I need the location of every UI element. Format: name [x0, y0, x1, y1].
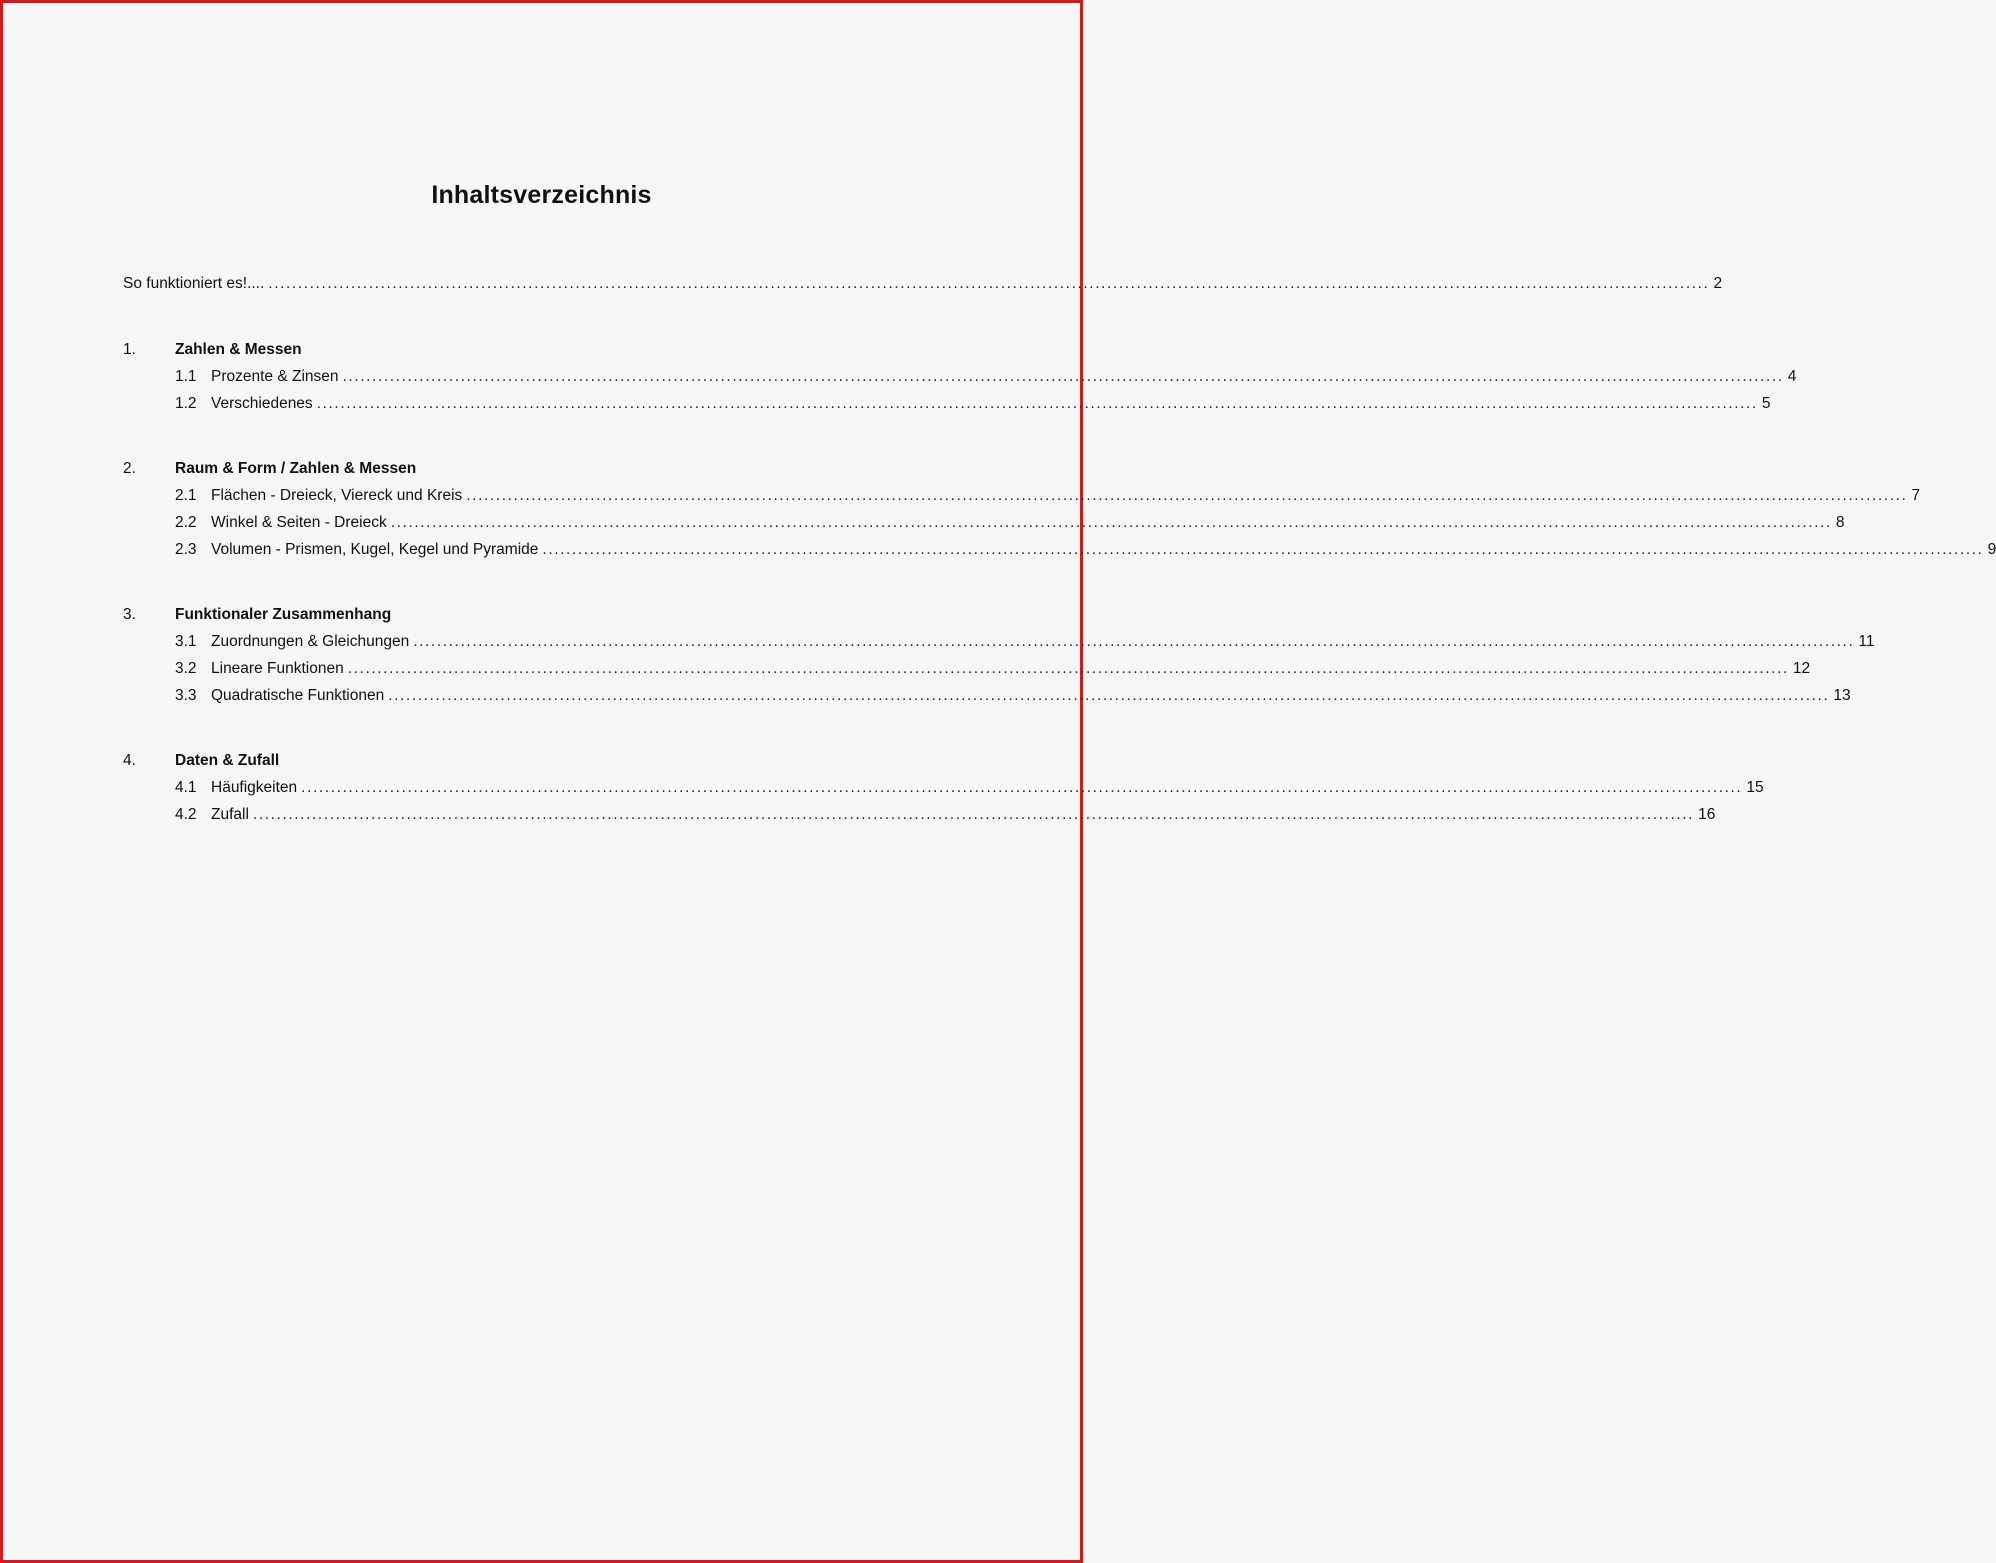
toc-leader-dots: .................................................................................................................................................................................................................................................... — [268, 275, 1710, 292]
toc-entry-page: 15 — [1746, 779, 1764, 796]
toc-entry-page: 11 — [1858, 633, 1875, 650]
toc-entry-label: Zuordnungen & Gleichungen — [211, 633, 410, 650]
toc-leader-dots: .................................................................................................................................................................................................................................................... — [390, 514, 1832, 531]
toc-leader-dots: .................................................................................................................................................................................................................................................... — [388, 687, 1830, 704]
toc-entry-page: 12 — [1792, 660, 1811, 677]
toc-entry-4-1[interactable] — [175, 778, 1764, 798]
toc-entry-label: Winkel & Seiten - Dreieck — [211, 514, 387, 531]
toc-entry-1-2[interactable] — [175, 394, 1771, 414]
toc-entry-2-1[interactable] — [175, 486, 1921, 506]
toc-entry-number: 4.2 — [175, 806, 197, 823]
toc-entry-label: Prozente & Zinsen — [211, 368, 339, 385]
toc-entry-label: Flächen - Dreieck, Viereck und Kreis — [211, 487, 463, 504]
toc-entry-number: 1.1 — [175, 368, 197, 385]
toc-entry-label: Verschiedenes — [211, 395, 313, 412]
section-title: Daten & Zufall — [175, 752, 280, 769]
toc-entry-page: 7 — [1911, 487, 1921, 504]
toc-entry-number: 2.1 — [175, 487, 197, 504]
toc-entry-page: 13 — [1833, 687, 1851, 704]
toc-entry-1-1[interactable] — [175, 367, 1797, 387]
page-title: Inhaltsverzeichnis — [431, 181, 652, 209]
toc-entry-intro[interactable] — [123, 274, 1723, 294]
toc-entry-number: 3.3 — [175, 687, 197, 704]
toc-leader-dots: .................................................................................................................................................................................................................................................... — [316, 395, 1758, 412]
toc-leader-dots: .................................................................................................................................................................................................................................................... — [542, 541, 1984, 558]
toc-entry-2-3[interactable] — [175, 540, 1996, 560]
section-title: Zahlen & Messen — [175, 341, 302, 358]
toc-entry-page: 9 — [1987, 541, 1996, 558]
toc-entry-number: 3.2 — [175, 660, 197, 677]
toc-leader-dots: .................................................................................................................................................................................................................................................... — [252, 806, 1695, 823]
toc-leader-dots: .................................................................................................................................................................................................................................................... — [342, 368, 1784, 385]
toc-entry-3-1[interactable] — [175, 632, 1875, 652]
toc-entry-2-2[interactable] — [175, 513, 1845, 533]
section-number: 3. — [123, 606, 136, 623]
section-number: 2. — [123, 460, 136, 477]
toc-entry-label: So funktioniert es!.... — [123, 275, 265, 292]
toc-entry-number: 3.1 — [175, 633, 197, 650]
toc-entry-page: 4 — [1787, 368, 1797, 385]
toc-entry-number: 2.2 — [175, 514, 197, 531]
toc-leader-dots: .................................................................................................................................................................................................................................................... — [301, 779, 1743, 796]
toc-entry-number: 2.3 — [175, 541, 197, 558]
section-title: Raum & Form / Zahlen & Messen — [175, 460, 417, 477]
toc-leader-dots: .................................................................................................................................................................................................................................................... — [466, 487, 1908, 504]
toc-entry-label: Volumen - Prismen, Kugel, Kegel und Pyramide — [211, 541, 539, 558]
toc-entry-4-2[interactable] — [175, 805, 1716, 825]
toc-entry-3-3[interactable] — [175, 686, 1851, 706]
toc-entry-label: Quadratische Funktionen — [211, 687, 385, 704]
toc-entry-3-2[interactable] — [175, 659, 1811, 679]
section-number: 1. — [123, 341, 136, 358]
toc-entry-page: 5 — [1761, 395, 1771, 412]
toc-entry-number: 4.1 — [175, 779, 197, 796]
toc-entry-page: 8 — [1835, 514, 1845, 531]
section-title: Funktionaler Zusammenhang — [175, 606, 392, 623]
toc-entry-label: Lineare Funktionen — [211, 660, 344, 677]
toc-entry-label: Häufigkeiten — [211, 779, 298, 796]
toc-entry-label: Zufall — [211, 806, 249, 823]
toc-leader-dots: .................................................................................................................................................................................................................................................... — [347, 660, 1789, 677]
toc-leader-dots: .................................................................................................................................................................................................................................................... — [413, 633, 1855, 650]
toc-entry-number: 1.2 — [175, 395, 197, 412]
toc-entry-page: 2 — [1713, 275, 1723, 292]
section-number: 4. — [123, 752, 136, 769]
toc-entry-page: 16 — [1698, 806, 1716, 823]
